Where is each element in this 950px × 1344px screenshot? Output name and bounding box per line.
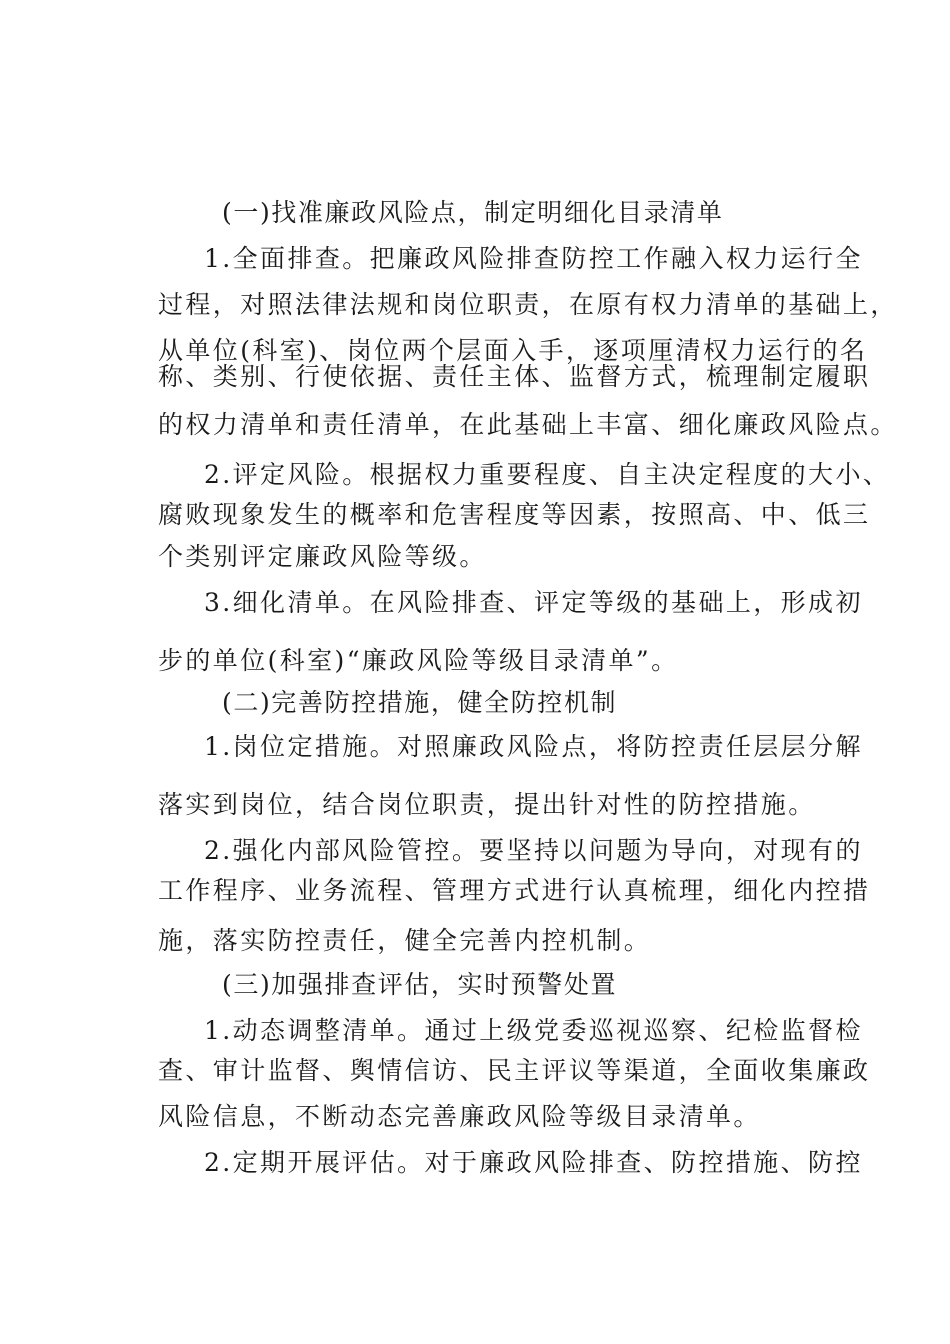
paragraph-line: 2.定期开展评估。对于廉政风险排查、防控措施、防控 [204, 1148, 863, 1177]
paragraph-line: 3.细化清单。在风险排查、评定等级的基础上，形成初 [204, 588, 863, 617]
paragraph-line: 落实到岗位，结合岗位职责，提出针对性的防控措施。 [158, 790, 816, 819]
paragraph-line: 1.动态调整清单。通过上级党委巡视巡察、纪检监督检 [204, 1016, 863, 1045]
paragraph-line: 个类别评定廉政风险等级。 [158, 542, 487, 571]
paragraph-line: 称、类别、行使依据、责任主体、监督方式，梳理制定履职 [158, 362, 871, 391]
paragraph-line: 查、审计监督、舆情信访、民主评议等渠道，全面收集廉政 [158, 1056, 871, 1085]
paragraph-line: 腐败现象发生的概率和危害程度等因素，按照高、中、低三 [158, 500, 871, 529]
section-heading: (一)找准廉政风险点，制定明细化目录清单 [222, 198, 724, 227]
paragraph-line: 风险信息，不断动态完善廉政风险等级目录清单。 [158, 1102, 761, 1131]
paragraph-line: 步的单位(科室)“廉政风险等级目录清单”。 [158, 646, 679, 675]
paragraph-line: 1.岗位定措施。对照廉政风险点，将防控责任层层分解 [204, 732, 863, 761]
paragraph-line: 过程，对照法律法规和岗位职责，在原有权力清单的基础上， [158, 290, 898, 319]
paragraph-line: 从单位(科室)、岗位两个层面入手，逐项厘清权力运行的名 [158, 336, 868, 365]
paragraph-line: 的权力清单和责任清单，在此基础上丰富、细化廉政风险点。 [158, 410, 898, 439]
paragraph-line: 1.全面排查。把廉政风险排查防控工作融入权力运行全 [204, 244, 863, 273]
section-heading: (三)加强排查评估，实时预警处置 [222, 970, 618, 999]
paragraph-line: 施，落实防控责任，健全完善内控机制。 [158, 926, 652, 955]
paragraph-line: 2.强化内部风险管控。要坚持以问题为导向，对现有的 [204, 836, 863, 865]
paragraph-line: 工作程序、业务流程、管理方式进行认真梳理，细化内控措 [158, 876, 871, 905]
section-heading: (二)完善防控措施，健全防控机制 [222, 688, 618, 717]
paragraph-line: 2.评定风险。根据权力重要程度、自主决定程度的大小、 [204, 460, 891, 489]
